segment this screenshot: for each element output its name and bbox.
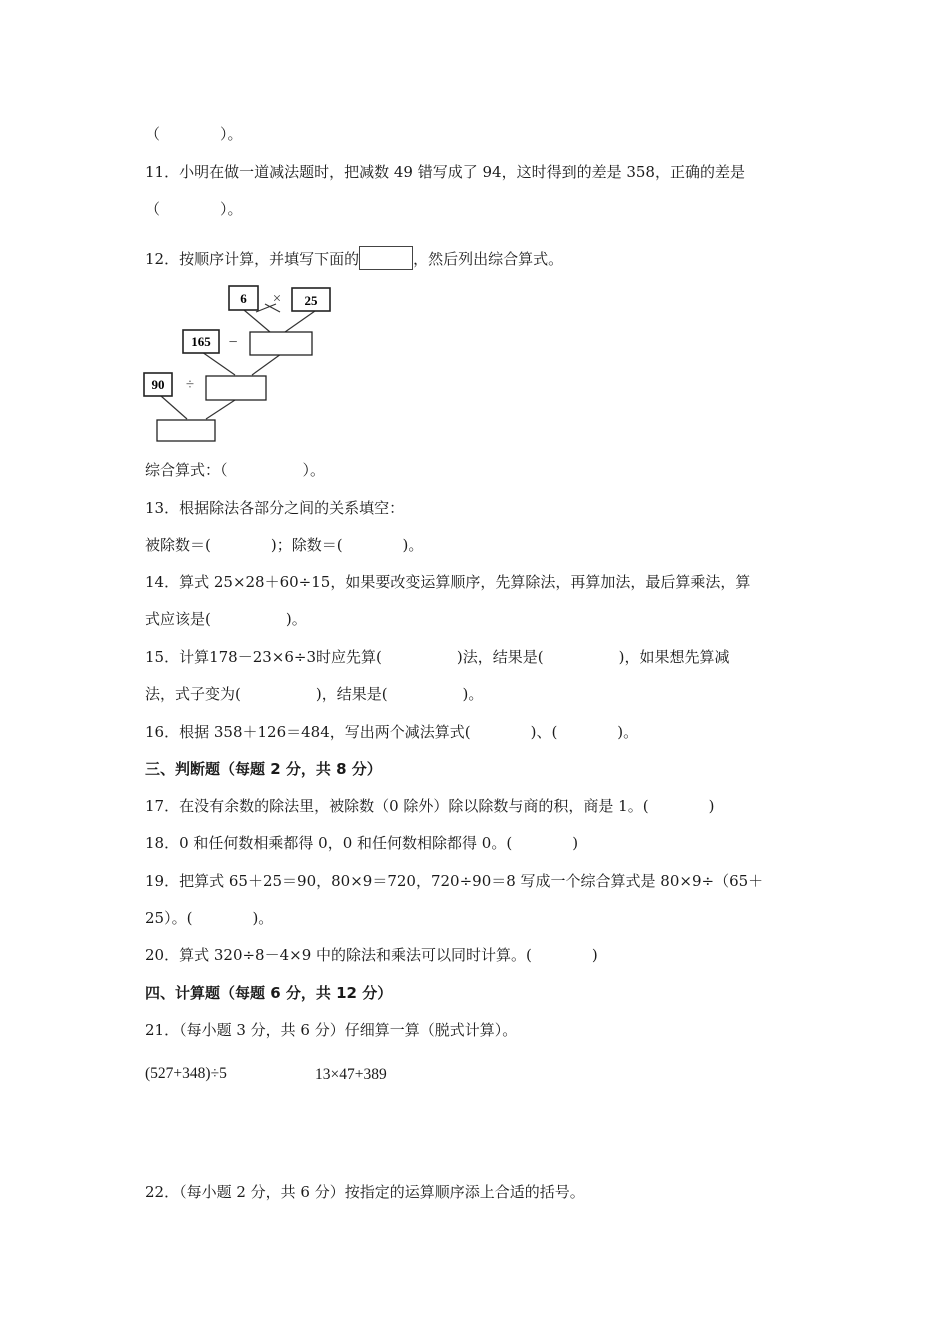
q16-text: 16．根据 358＋126＝484，写出两个减法算式( )、( )。 xyxy=(145,723,639,741)
q12-inline-box xyxy=(359,246,413,270)
q21-expression-a: (527+348)÷5 xyxy=(145,1065,227,1082)
q15-text-2: 法，式子变为( )，结果是( )。 xyxy=(145,685,484,703)
q21-text: 21．（每小题 3 分，共 6 分）仔细算一算（脱式计算）。 xyxy=(145,1021,518,1039)
q12-text xyxy=(145,246,563,270)
q12-text-pre: 12．按顺序计算，并填写下面的 xyxy=(145,250,360,268)
diagram-box-6 xyxy=(229,286,258,310)
section-4-heading: 四、计算题（每题 6 分，共 12 分） xyxy=(145,984,393,1002)
diagram-empty-box-2 xyxy=(206,376,266,400)
diagram-multiply-sign: × xyxy=(272,291,282,307)
diagram-box-25 xyxy=(292,288,330,311)
q19-text: 19．把算式 65＋25＝90，80×9＝720，720÷90＝8 写成一个综合算式是 80×9÷（65＋ xyxy=(145,872,764,890)
q10-answer-line: （ ）。 xyxy=(145,125,243,143)
svg-text:90: 90 xyxy=(151,377,165,392)
q11-text: 11．小明在做一道减法题时，把减数 49 错写成了 94，这时得到的差是 358，正确的差是 xyxy=(145,163,745,181)
svg-text:165: 165 xyxy=(191,334,211,349)
q22-text: 22．（每小题 2 分，共 6 分）按指定的运算顺序添上合适的括号。 xyxy=(145,1183,585,1201)
diagram-empty-box-3 xyxy=(157,420,215,441)
q21-expression-b: 13×47+389 xyxy=(315,1066,387,1083)
q14-answer-line: 式应该是( )。 xyxy=(145,610,307,628)
q11-answer-line: （ ）。 xyxy=(145,200,243,218)
diagram-empty-box-1 xyxy=(250,332,312,355)
svg-text:6: 6 xyxy=(240,291,247,306)
q14-text: 14．算式 25×28＋60÷15，如果要改变运算顺序，先算除法，再算加法，最后算乘法，算 xyxy=(145,573,751,591)
q12-calculation-diagram xyxy=(140,282,340,447)
svg-text:25: 25 xyxy=(304,293,318,308)
diagram-box-90 xyxy=(144,373,172,396)
q13-text: 13．根据除法各部分之间的关系填空： xyxy=(145,499,405,517)
q20-text: 20．算式 320÷8－4×9 中的除法和乘法可以同时计算。( ) xyxy=(145,946,598,964)
diagram-box-165 xyxy=(183,330,219,353)
diagram-minus-sign: − xyxy=(228,334,238,351)
diagram-divide-sign: ÷ xyxy=(185,377,195,393)
q17-text: 17．在没有余数的除法里，被除数（0 除外）除以除数与商的积，商是 1。( ) xyxy=(145,797,715,815)
q12-combined-formula: 综合算式：（ ）。 xyxy=(145,461,326,479)
q13-fill-line: 被除数＝( )；除数＝( )。 xyxy=(145,536,424,554)
q19-text-2: 25）。( )。 xyxy=(145,909,274,927)
q18-text: 18．0 和任何数相乘都得 0，0 和任何数相除都得 0。( ) xyxy=(145,834,579,852)
section-3-heading: 三、判断题（每题 2 分，共 8 分） xyxy=(145,760,382,778)
q15-text: 15．计算178－23×6÷3时应先算( )法，结果是( )，如果想先算减 xyxy=(145,648,730,666)
q12-text-post: ，然后列出综合算式。 xyxy=(413,250,564,268)
